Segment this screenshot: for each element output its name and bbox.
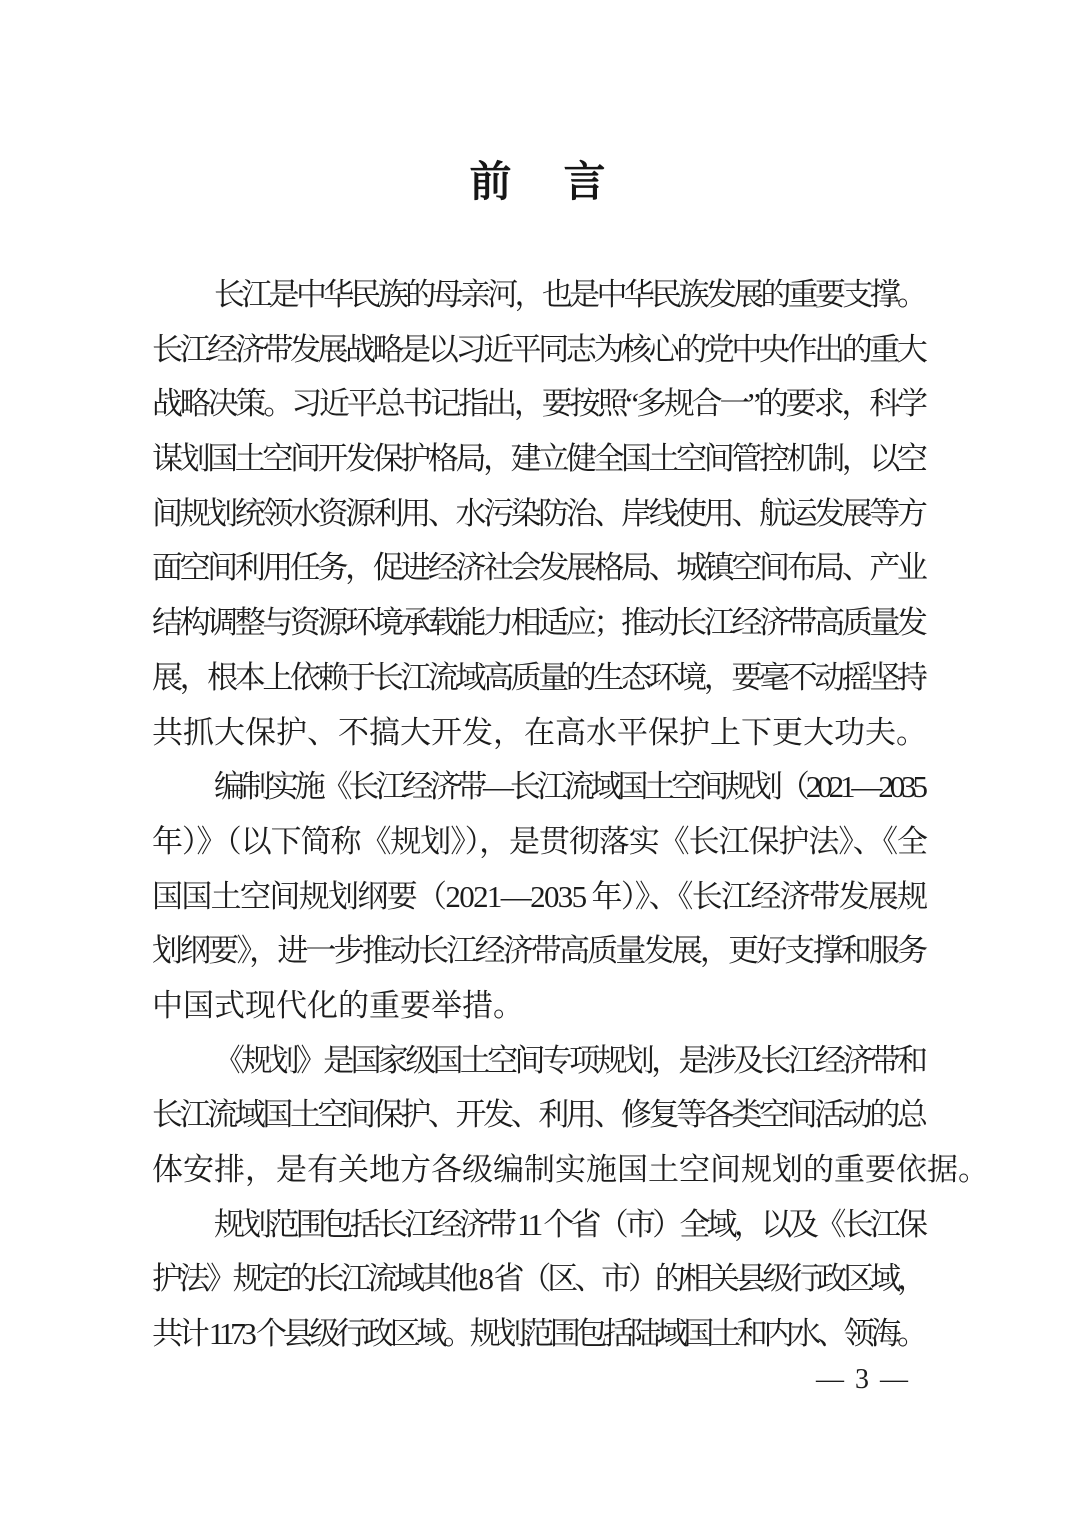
body-line-text: 间规划统领水资源利用、水污染防治、岸线使用、航运发展等方 [152, 495, 925, 531]
body-line-text: 长江经济带发展战略是以习近平同志为核心的党中央作出的重大 [152, 331, 925, 367]
body-line-text: 体安排，是有关地方各级编制实施国土空间规划的重要依据。 [152, 1152, 989, 1187]
body-line-text: 长江流域国土空间保护、开发、利用、修复等各类空间活动的总 [152, 1097, 925, 1133]
body-line-text: 年）》（以下简称《规划》），是贯彻落实《长江保护法》、《全 [152, 823, 927, 859]
body-line [152, 1198, 928, 1253]
body-line [152, 1252, 928, 1307]
body-line [152, 651, 928, 706]
body-line-text: 中国式现代化的重要举措。 [152, 987, 524, 1023]
page-number: — 3 — [816, 1364, 910, 1395]
body-lines [152, 268, 989, 1362]
body-line [152, 432, 928, 487]
body-line-text: 护法》规定的长江流域其他 8 省（区、市）的相关县级行政区域， [152, 1261, 924, 1297]
body-line [152, 979, 928, 1034]
body-line-text: 规划范围包括长江经济带 11 个省（市）全域，以及《长江保 [214, 1206, 925, 1242]
body-line [152, 377, 928, 432]
body-line-text: 战略决策。习近平总书记指出，要按照“多规合一”的要求，科学 [152, 386, 925, 422]
body-line [152, 1307, 928, 1362]
body-line [152, 924, 928, 979]
body-line-text: 长江是中华民族的母亲河，也是中华民族发展的重要支撑。 [214, 277, 925, 312]
body-line-text: 谋划国土空间开发保护格局，建立健全国土空间管控机制，以空 [152, 441, 925, 477]
body-line-text: 共计 1173 个县级行政区域。规划范围包括陆域国土和内水、领海。 [152, 1316, 924, 1352]
body-line [152, 706, 928, 761]
body-line [152, 268, 928, 323]
body-line-text: 面空间利用任务，促进经济社会发展格局、城镇空间布局、产业 [152, 550, 925, 586]
body-line [152, 596, 928, 651]
body-line [152, 541, 928, 596]
body-line-text: 结构调整与资源环境承载能力相适应；推动长江经济带高质量发 [152, 605, 925, 641]
body-line-text: 《规划》是国家级国土空间专项规划，是涉及长江经济带和 [214, 1042, 925, 1078]
body-line-text: 国国土空间规划纲要（2021—2035 年）》、《长江经济带发展规 [152, 878, 927, 914]
body-line [152, 1088, 928, 1143]
body-line [152, 487, 928, 542]
body-line-text: 展，根本上依赖于长江流域高质量的生态环境，要毫不动摇坚持 [152, 659, 925, 695]
body-line [152, 870, 928, 925]
body-line [152, 760, 928, 815]
body-line [152, 1034, 928, 1089]
body-line [152, 323, 928, 378]
page-title: 前 言 [469, 158, 611, 205]
body-line-text: 编制实施《长江经济带—长江流域国土空间规划（2021—2035 [214, 769, 924, 805]
body-line [152, 1143, 989, 1198]
body-line-text: 共抓大保护、不搞大开发，在高水平保护上下更大功夫。 [152, 714, 927, 750]
body-line-text: 划纲要》，进一步推动长江经济带高质量发展，更好支撑和服务 [152, 933, 926, 969]
body-line [152, 815, 928, 870]
